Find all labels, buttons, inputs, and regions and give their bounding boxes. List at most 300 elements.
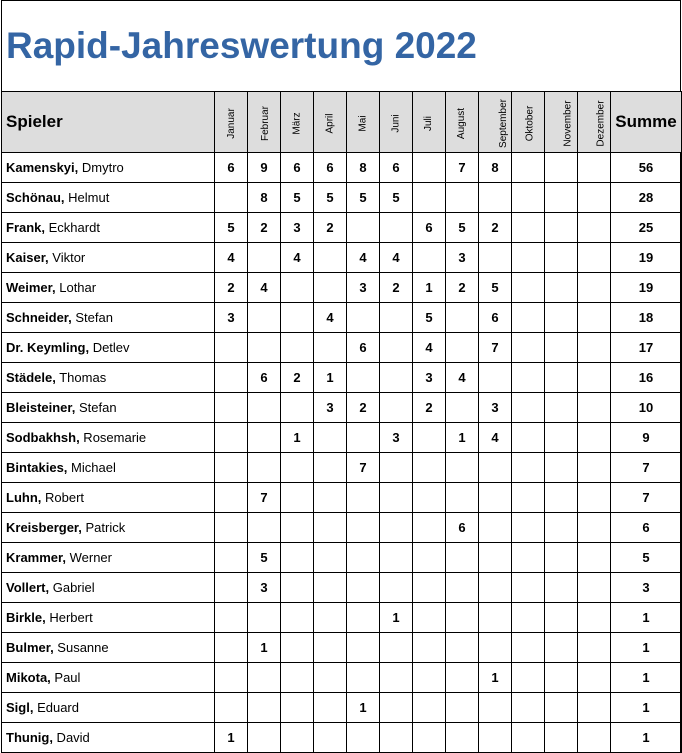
player-name-cell (2, 543, 215, 573)
score-cell (479, 363, 512, 393)
score-cell (413, 513, 446, 543)
month-column-header (479, 92, 512, 153)
score-cell (314, 663, 347, 693)
score-cell: 2 (281, 363, 314, 393)
score-cell (545, 243, 578, 273)
score-cell (545, 543, 578, 573)
month-label: September (497, 99, 509, 148)
month-column-header (215, 92, 248, 153)
table-row (2, 213, 682, 243)
player-last-name: Luhn, (6, 490, 42, 505)
player-last-name: Kamenskyi, (6, 160, 79, 175)
score-cell (215, 393, 248, 423)
score-cell (413, 573, 446, 603)
score-cell: 6 (215, 153, 248, 183)
score-cell (380, 303, 413, 333)
score-cell (578, 303, 611, 333)
score-cell (545, 693, 578, 723)
score-cell (512, 393, 545, 423)
score-cell (578, 333, 611, 363)
table-row (2, 573, 682, 603)
score-cell (512, 633, 545, 663)
score-cell: 3 (380, 423, 413, 453)
table-row (2, 723, 682, 753)
score-cell (314, 483, 347, 513)
sum-cell: 10 (611, 393, 682, 423)
player-name-cell (2, 633, 215, 663)
player-column-header: Spieler (2, 92, 215, 153)
score-cell (281, 273, 314, 303)
score-cell (380, 393, 413, 423)
table-body (2, 153, 682, 753)
score-cell (545, 663, 578, 693)
score-cell (512, 243, 545, 273)
score-cell (545, 333, 578, 363)
player-first-name: Michael (67, 460, 116, 475)
score-cell (578, 153, 611, 183)
table-row (2, 423, 682, 453)
score-cell (512, 153, 545, 183)
score-cell: 4 (281, 243, 314, 273)
score-cell (578, 543, 611, 573)
score-cell (578, 483, 611, 513)
sum-cell: 19 (611, 243, 682, 273)
score-cell (347, 573, 380, 603)
score-cell (479, 543, 512, 573)
player-first-name: Werner (65, 550, 112, 565)
score-cell (413, 243, 446, 273)
score-cell: 1 (479, 663, 512, 693)
score-cell (545, 513, 578, 543)
table-row (2, 603, 682, 633)
score-cell (578, 363, 611, 393)
sum-cell: 18 (611, 303, 682, 333)
score-cell (578, 453, 611, 483)
score-cell (578, 723, 611, 753)
player-first-name: David (52, 730, 90, 745)
score-cell (512, 483, 545, 513)
score-cell (314, 453, 347, 483)
month-label: Oktober (524, 105, 536, 142)
score-cell: 5 (281, 183, 314, 213)
score-cell (545, 303, 578, 333)
score-cell (446, 573, 479, 603)
score-cell (578, 273, 611, 303)
player-name-cell (2, 363, 215, 393)
score-cell (446, 393, 479, 423)
table-row (2, 693, 682, 723)
score-cell (413, 153, 446, 183)
score-cell: 6 (380, 153, 413, 183)
score-cell (512, 423, 545, 453)
player-first-name: Herbert (45, 610, 93, 625)
score-cell (413, 183, 446, 213)
score-cell: 4 (215, 243, 248, 273)
header-row (2, 92, 682, 153)
score-cell (248, 303, 281, 333)
score-cell (446, 723, 479, 753)
month-label: August (456, 107, 468, 140)
score-cell: 5 (215, 213, 248, 243)
player-name-cell (2, 303, 215, 333)
score-cell (380, 723, 413, 753)
score-cell (578, 513, 611, 543)
player-first-name: Paul (50, 670, 81, 685)
score-cell (380, 483, 413, 513)
score-cell: 7 (446, 153, 479, 183)
player-first-name: Stefan (71, 310, 113, 325)
score-cell (281, 573, 314, 603)
month-column-header (578, 92, 611, 153)
score-cell (413, 663, 446, 693)
month-column-header (248, 92, 281, 153)
score-cell (281, 303, 314, 333)
player-last-name: Vollert, (6, 580, 50, 595)
score-cell: 7 (248, 483, 281, 513)
score-cell: 1 (215, 723, 248, 753)
score-cell (446, 543, 479, 573)
score-cell: 2 (248, 213, 281, 243)
score-cell (545, 573, 578, 603)
score-cell (248, 603, 281, 633)
score-cell (545, 633, 578, 663)
score-cell (380, 333, 413, 363)
player-last-name: Mikota, (6, 670, 51, 685)
score-cell (413, 633, 446, 663)
score-cell (281, 603, 314, 633)
player-name-cell (2, 693, 215, 723)
month-column-header (347, 92, 380, 153)
score-cell (215, 363, 248, 393)
player-first-name: Eduard (33, 700, 79, 715)
score-cell (446, 483, 479, 513)
player-last-name: Weimer, (6, 280, 56, 295)
player-first-name: Eckhardt (45, 220, 100, 235)
score-cell: 8 (248, 183, 281, 213)
score-cell (248, 663, 281, 693)
score-cell (413, 453, 446, 483)
player-name-cell (2, 213, 215, 243)
score-cell: 1 (347, 693, 380, 723)
sum-cell: 7 (611, 483, 682, 513)
score-cell (380, 513, 413, 543)
player-first-name: Rosemarie (79, 430, 147, 445)
player-name-cell (2, 603, 215, 633)
player-last-name: Sigl, (6, 700, 34, 715)
score-cell: 2 (446, 273, 479, 303)
score-cell (248, 693, 281, 723)
score-cell: 2 (479, 213, 512, 243)
score-cell (347, 603, 380, 633)
score-cell (314, 273, 347, 303)
month-column-header (380, 92, 413, 153)
score-cell: 6 (479, 303, 512, 333)
score-cell: 1 (248, 633, 281, 663)
month-column-header (545, 92, 578, 153)
player-first-name: Stefan (75, 400, 117, 415)
player-first-name: Gabriel (49, 580, 95, 595)
score-cell: 3 (314, 393, 347, 423)
player-last-name: Frank, (6, 220, 46, 235)
player-name-cell (2, 483, 215, 513)
score-cell (380, 663, 413, 693)
score-cell (479, 633, 512, 663)
player-last-name: Schneider, (6, 310, 72, 325)
score-cell (314, 573, 347, 603)
sum-cell: 25 (611, 213, 682, 243)
score-cell: 1 (413, 273, 446, 303)
score-cell (281, 723, 314, 753)
score-cell (314, 423, 347, 453)
score-cell (413, 723, 446, 753)
score-cell (215, 573, 248, 603)
score-cell (545, 483, 578, 513)
score-cell (380, 213, 413, 243)
score-cell (578, 663, 611, 693)
score-cell (215, 423, 248, 453)
score-cell (446, 183, 479, 213)
score-cell: 4 (446, 363, 479, 393)
score-cell (413, 543, 446, 573)
score-cell (281, 543, 314, 573)
score-cell (479, 693, 512, 723)
score-cell (545, 453, 578, 483)
score-cell: 1 (281, 423, 314, 453)
score-cell (347, 483, 380, 513)
player-last-name: Bintakies, (6, 460, 68, 475)
score-cell (479, 603, 512, 633)
score-cell: 7 (479, 333, 512, 363)
score-cell: 6 (314, 153, 347, 183)
score-cell (446, 303, 479, 333)
player-last-name: Krammer, (6, 550, 66, 565)
score-cell: 3 (281, 213, 314, 243)
score-cell (248, 333, 281, 363)
score-cell: 5 (380, 183, 413, 213)
month-label: April (324, 113, 336, 134)
score-cell (578, 633, 611, 663)
score-cell (281, 393, 314, 423)
score-cell (512, 363, 545, 393)
score-cell (215, 453, 248, 483)
table-row (2, 483, 682, 513)
player-name-cell (2, 393, 215, 423)
player-first-name: Dmytro (78, 160, 124, 175)
score-cell (248, 393, 281, 423)
month-column-header (281, 92, 314, 153)
score-cell (314, 723, 347, 753)
month-column-header (314, 92, 347, 153)
score-cell: 2 (413, 393, 446, 423)
score-cell: 4 (380, 243, 413, 273)
month-label: Januar (225, 108, 237, 139)
score-cell (545, 723, 578, 753)
score-cell (314, 543, 347, 573)
score-cell (578, 603, 611, 633)
score-cell (347, 303, 380, 333)
player-name-cell (2, 183, 215, 213)
sum-cell: 1 (611, 633, 682, 663)
player-name-cell (2, 513, 215, 543)
score-cell: 4 (248, 273, 281, 303)
score-cell: 2 (215, 273, 248, 303)
score-cell (314, 513, 347, 543)
score-cell (512, 273, 545, 303)
score-cell: 8 (347, 153, 380, 183)
score-cell (512, 543, 545, 573)
score-cell (446, 663, 479, 693)
table-row (2, 153, 682, 183)
score-cell (479, 573, 512, 603)
score-cell (215, 333, 248, 363)
score-cell (446, 603, 479, 633)
score-cell (215, 483, 248, 513)
sum-cell: 6 (611, 513, 682, 543)
score-cell (215, 543, 248, 573)
score-cell (281, 693, 314, 723)
score-cell (545, 603, 578, 633)
score-cell (512, 183, 545, 213)
player-first-name: Thomas (55, 370, 107, 385)
score-cell (479, 453, 512, 483)
month-label: Juni (390, 114, 402, 133)
score-cell (545, 363, 578, 393)
table-row (2, 513, 682, 543)
score-cell: 6 (446, 513, 479, 543)
score-cell (545, 213, 578, 243)
score-cell (281, 633, 314, 663)
score-cell (479, 483, 512, 513)
player-last-name: Birkle, (6, 610, 46, 625)
score-cell (479, 723, 512, 753)
score-cell (578, 243, 611, 273)
score-cell (347, 363, 380, 393)
score-cell: 4 (347, 243, 380, 273)
sum-cell: 1 (611, 723, 682, 753)
score-cell: 3 (248, 573, 281, 603)
score-cell (446, 333, 479, 363)
score-cell: 1 (380, 603, 413, 633)
score-cell (281, 483, 314, 513)
player-last-name: Kreisberger, (6, 520, 82, 535)
score-cell: 3 (215, 303, 248, 333)
player-name-cell (2, 723, 215, 753)
player-last-name: Thunig, (6, 730, 53, 745)
table-row (2, 333, 682, 363)
sum-cell: 5 (611, 543, 682, 573)
sum-column-header: Summe (611, 92, 682, 153)
score-cell (314, 633, 347, 663)
player-name-cell (2, 453, 215, 483)
player-first-name: Detlev (89, 340, 130, 355)
score-cell (215, 183, 248, 213)
score-cell (380, 543, 413, 573)
score-cell: 5 (413, 303, 446, 333)
score-cell (314, 603, 347, 633)
score-cell (512, 333, 545, 363)
score-cell (347, 213, 380, 243)
sum-cell: 56 (611, 153, 682, 183)
player-first-name: Viktor (48, 250, 86, 265)
score-cell: 5 (347, 183, 380, 213)
score-cell (578, 693, 611, 723)
score-cell (380, 633, 413, 663)
table-row (2, 393, 682, 423)
player-last-name: Städele, (6, 370, 56, 385)
table-row (2, 243, 682, 273)
score-cell (512, 303, 545, 333)
score-cell: 5 (479, 273, 512, 303)
player-last-name: Bulmer, (6, 640, 54, 655)
score-cell (380, 363, 413, 393)
score-cell (446, 693, 479, 723)
score-cell (512, 693, 545, 723)
player-name-cell (2, 423, 215, 453)
score-cell (248, 723, 281, 753)
score-cell (413, 483, 446, 513)
score-cell (314, 243, 347, 273)
score-cell: 7 (347, 453, 380, 483)
month-label: November (562, 100, 574, 147)
score-cell: 6 (248, 363, 281, 393)
sum-cell: 17 (611, 333, 682, 363)
player-name-cell (2, 573, 215, 603)
table-row (2, 303, 682, 333)
sum-cell: 1 (611, 603, 682, 633)
ranking-table (1, 91, 682, 753)
score-cell (281, 663, 314, 693)
score-cell: 2 (314, 213, 347, 243)
score-cell (545, 183, 578, 213)
month-label: März (291, 112, 303, 135)
score-cell: 1 (314, 363, 347, 393)
score-cell (578, 213, 611, 243)
score-cell: 9 (248, 153, 281, 183)
player-first-name: Lothar (55, 280, 97, 295)
player-last-name: Schönau, (6, 190, 65, 205)
table-row (2, 273, 682, 303)
score-cell (578, 183, 611, 213)
score-cell: 3 (446, 243, 479, 273)
score-cell (578, 393, 611, 423)
score-cell (512, 213, 545, 243)
table-row (2, 663, 682, 693)
score-cell (215, 663, 248, 693)
player-last-name: Dr. Keymling, (6, 340, 90, 355)
player-name-cell (2, 663, 215, 693)
score-cell (545, 273, 578, 303)
score-cell: 3 (347, 273, 380, 303)
player-name-cell (2, 273, 215, 303)
score-cell: 3 (413, 363, 446, 393)
score-cell: 1 (446, 423, 479, 453)
score-cell (512, 603, 545, 633)
month-label: Juli (423, 115, 435, 132)
score-cell (314, 333, 347, 363)
score-cell (347, 423, 380, 453)
score-cell (248, 513, 281, 543)
score-cell: 6 (281, 153, 314, 183)
player-first-name: Patrick (81, 520, 126, 535)
page-title: Rapid-Jahreswertung 2022 (6, 25, 477, 66)
month-column-header (512, 92, 545, 153)
score-cell (545, 153, 578, 183)
score-cell (413, 423, 446, 453)
score-cell: 5 (446, 213, 479, 243)
score-cell: 6 (347, 333, 380, 363)
score-cell (281, 513, 314, 543)
score-cell (215, 693, 248, 723)
